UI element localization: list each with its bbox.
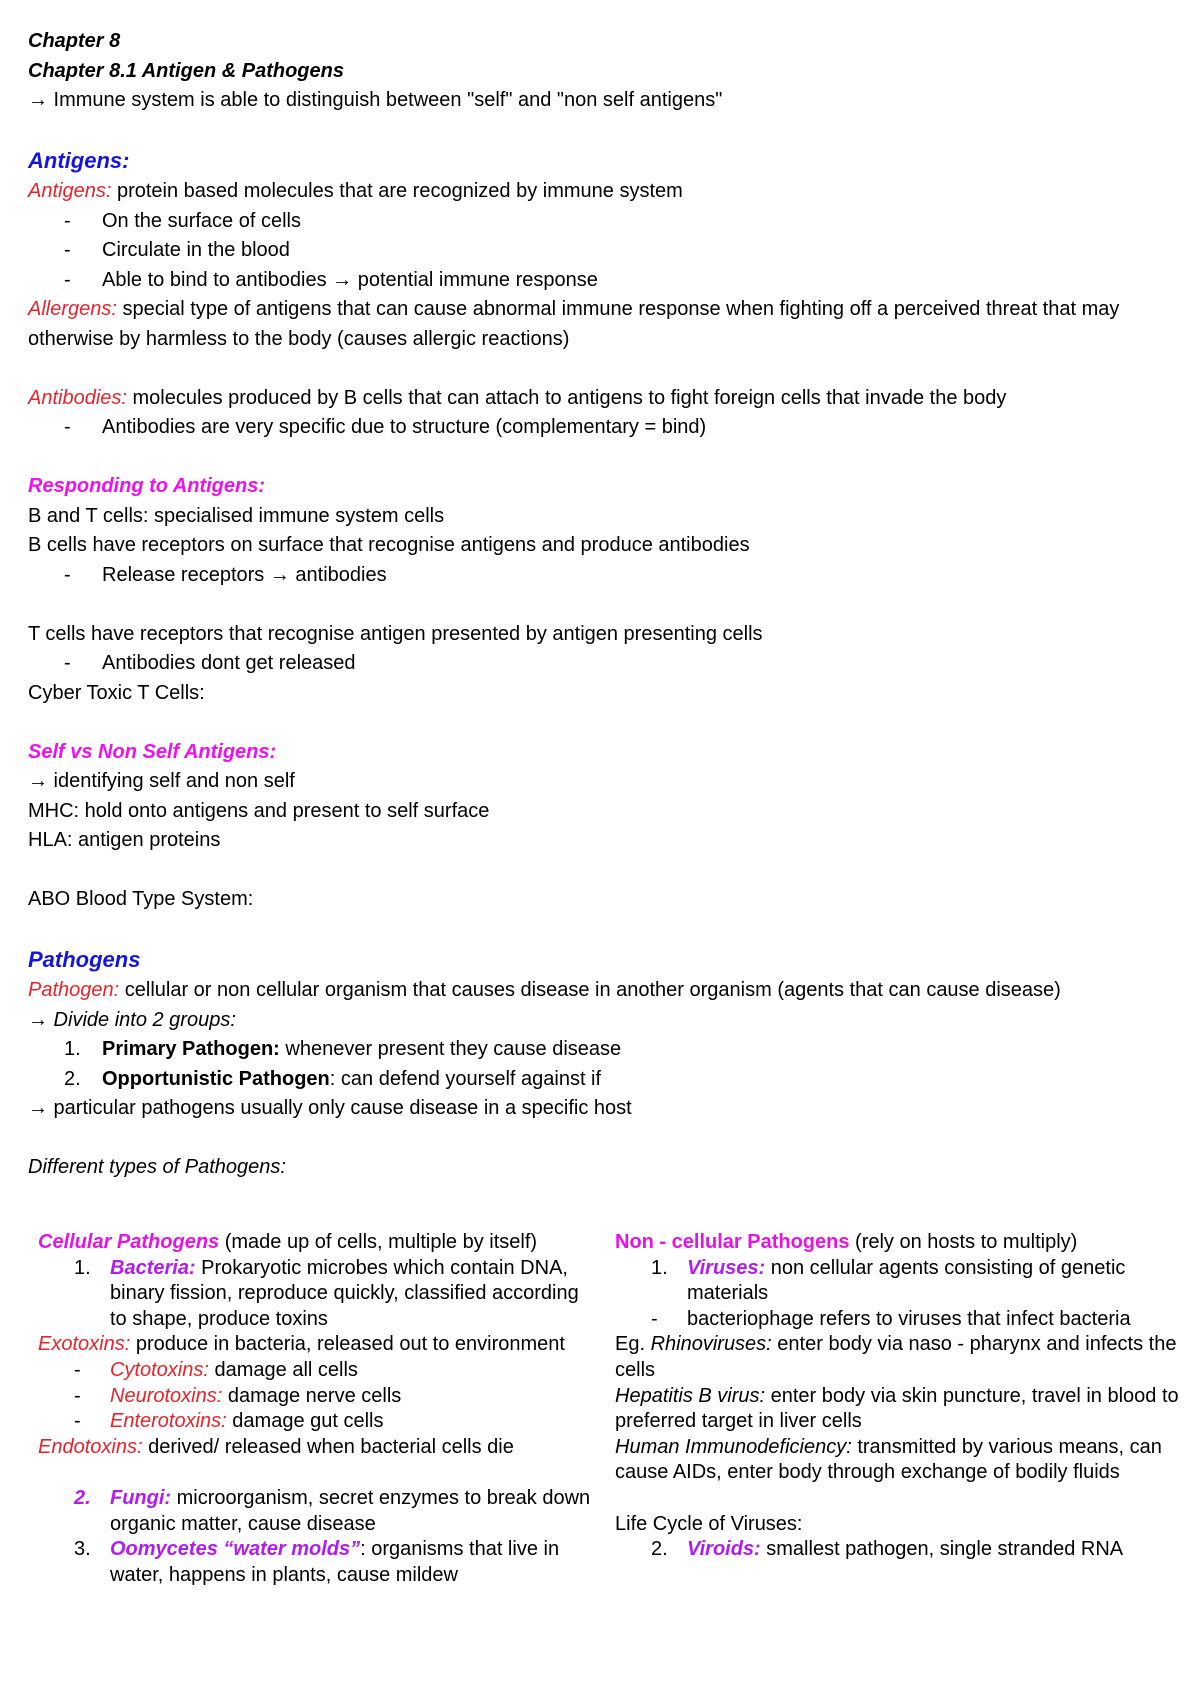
antigens-heading: Antigens: — [28, 148, 130, 173]
list-item: 1. Primary Pathogen: whenever present they cause disease — [64, 1038, 622, 1060]
hepatitis-line: Hepatitis B virus: enter body via skin puncture, travel in blood to preferred target in liver cells — [615, 1384, 1179, 1433]
intro-line: → Immune system is able to distinguish between "self" and "non self antigens" — [28, 89, 723, 111]
list-item: 2. Opportunistic Pathogen: can defend yourself against if — [64, 1067, 602, 1090]
cellular-column — [38, 1230, 598, 1588]
list-item: - Cytotoxins: damage all cells — [74, 1358, 358, 1381]
list-item: - On the surface of cells — [64, 209, 301, 232]
host-line: → particular pathogens usually only cause disease in a specific host — [28, 1097, 632, 1119]
types-label: Different types of Pathogens: — [28, 1156, 286, 1178]
list-item: - Circulate in the blood — [64, 239, 290, 261]
list-item: 2. Viroids: smallest pathogen, single stranded RNA — [651, 1538, 1124, 1561]
noncellular-column — [615, 1230, 1195, 1563]
divide-line: → Divide into 2 groups: — [28, 1008, 236, 1031]
self-line: ABO Blood Type System: — [28, 888, 254, 910]
noncellular-heading: Non - cellular Pathogens (rely on hosts to multiply) — [615, 1231, 1078, 1253]
list-item: - Release receptors → antibodies — [64, 563, 387, 586]
list-item: - Antibodies are very specific due to structure (complementary = bind) — [64, 416, 707, 438]
responding-line: B cells have receptors on surface that recognise antigens and produce antibodies — [28, 534, 750, 556]
pathogens-heading: Pathogens — [28, 947, 141, 972]
list-item: - Enterotoxins: damage gut cells — [74, 1410, 384, 1433]
list-item: - bacteriophage refers to viruses that infect bacteria — [651, 1307, 1131, 1330]
self-line: HLA: antigen proteins — [28, 829, 221, 851]
list-item: 2. Fungi: microorganism, secret enzymes to break down organic matter, cause disease — [74, 1486, 591, 1535]
list-item: 3. Oomycetes “water molds”: organisms that live in water, happens in plants, cause mildew — [74, 1538, 560, 1586]
endotoxins-line: Endotoxins: derived/ released when bacterial cells die — [38, 1435, 514, 1458]
list-item: 1. Bacteria: Prokaryotic microbes which contain DNA, binary fission, reproduce quickly, classified according to shape, produce toxins — [74, 1256, 579, 1330]
self-heading: Self vs Non Self Antigens: — [28, 740, 277, 763]
antibodies-definition: Antibodies: molecules produced by B cells that can attach to antigens to fight foreign cells that invade the body — [28, 386, 1007, 409]
list-item: 1. Viruses: non cellular agents consisting of genetic materials — [651, 1256, 1126, 1305]
list-item: - Able to bind to antibodies → potential immune response — [64, 268, 598, 291]
self-line: MHC: hold onto antigens and present to self surface — [28, 799, 490, 822]
responding-line: Cyber Toxic T Cells: — [28, 681, 205, 704]
section-title: Chapter 8.1 Antigen & Pathogens — [28, 59, 344, 82]
list-item: - Antibodies dont get released — [64, 652, 356, 674]
antigens-definition: Antigens: protein based molecules that are recognized by immune system — [28, 180, 683, 202]
pathogen-definition: Pathogen: cellular or non cellular organism that causes disease in another organism (agents that can cause disease) — [28, 979, 1061, 1001]
hiv-line: Human Immunodeficiency: transmitted by various means, can cause AIDs, enter body through exchange of bodily fluids — [615, 1435, 1162, 1484]
notes-body — [28, 27, 1178, 1183]
cellular-heading: Cellular Pathogens (made up of cells, multiple by itself) — [38, 1231, 538, 1253]
responding-heading: Responding to Antigens: — [28, 475, 266, 497]
responding-line: T cells have receptors that recognise antigen presented by antigen presenting cells — [28, 622, 763, 645]
allergens-definition: Allergens: special type of antigens that can cause abnormal immune response when fighting off a perceived threat that may otherwise by harmless to the body (causes allergic reactions) — [28, 298, 1120, 350]
self-line: → identifying self and non self — [28, 770, 295, 792]
responding-line: B and T cells: specialised immune system cells — [28, 504, 445, 527]
chapter-title: Chapter 8 — [28, 30, 121, 52]
exotoxins-line: Exotoxins: produce in bacteria, released out to environment — [38, 1333, 565, 1356]
list-item: - Neurotoxins: damage nerve cells — [74, 1384, 402, 1407]
rhino-line: Eg. Rhinoviruses: enter body via naso - pharynx and infects the cells — [615, 1333, 1177, 1381]
lifecycle-line: Life Cycle of Viruses: — [615, 1512, 803, 1535]
